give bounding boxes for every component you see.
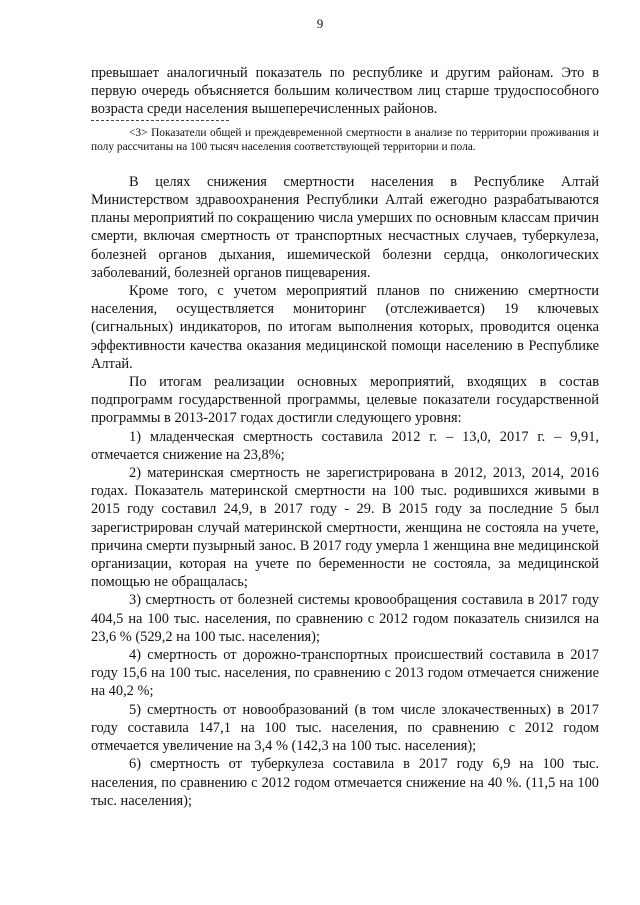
list-item-circulatory-mortality: 3) смертность от болезней системы кровообращения составила в 2017 году 404,5 на 100 тыс. населения, по сравнению с 2012 годом показатель снизился на 23,6 % (529,2 на 100 тыс. населения);: [91, 592, 599, 645]
continuation-paragraph: превышает аналогичный показатель по республике и другим районам. Это в первую очередь объясняется большим количеством лиц старше трудоспособного возраста среди населения вышеперечисленных районов.: [91, 65, 599, 118]
paragraph-mortality-plans: В целях снижения смертности населения в Республике Алтай Министерством здравоохранения Республики Алтай ежегодно разрабатываются планы мероприятий по сокращению числа умерших по основным классам причин смерти, включая смертность от транспортных несчастных случаев, туберкулеза, болезней органов дыхания, ишемической болезни сердца, онкологических заболеваний, болезней органов пищеварения.: [91, 173, 599, 281]
page-number: 9: [316, 16, 324, 31]
main-text: [91, 173, 599, 810]
list-item-infant-mortality: 1) младенческая смертность составила 2012 г. – 13,0, 2017 г. – 9,91, отмечается снижение на 23,8%;: [91, 428, 599, 463]
list-item-neoplasm-mortality: 5) смертность от новообразований (в том числе злокачественных) в 2017 году составила 147,1 на 100 тыс. населения, по сравнению с 2012 годом отмечается увеличение на 3,4 % (142,3 на 100 тыс. населения);: [91, 701, 599, 755]
page-content: [91, 64, 599, 810]
list-item-tuberculosis-mortality: 6) смертность от туберкулеза составила в 2017 году 6,9 на 100 тыс. населения, по сравнению с 2012 годом отмечается снижение на 40 %. (11,5 на 100 тыс. населения);: [91, 756, 599, 809]
list-item-maternal-mortality: 2) материнская смертность не зарегистрирована в 2012, 2013, 2014, 2016 годах. Показатель материнской смертности на 100 тыс. родившихся живыми в 2015 году составил 24,9, в 2017 году - 29. В 2015 году за последние 5 был зарегистрирован случай материнской смертности, женщина не состояла на учете, причина смерти пузырный занос. В 2017 году умерла 1 женщина вне медицинской организации, которая на учете по беременности не состояла, за медицинской помощью не обращалась;: [91, 465, 599, 591]
footnote-text: <3> Показатели общей и преждевременной смертности в анализе по территории проживания и полу рассчитаны на 100 тысяч населения соответствующей территории и пола.: [91, 126, 599, 154]
paragraph-monitoring: Кроме того, с учетом мероприятий планов по снижению смертности населения, осуществляется мониторинг (отслеживается) 19 ключевых (сигнальных) индикаторов, по итогам выполнения которых, проводится оценка эффективности качества оказания медицинской помощи населению в Республике Алтай.: [91, 283, 599, 372]
list-item-traffic-mortality: 4) смертность от дорожно-транспортных происшествий составила в 2017 году 15,6 на 100 тыс. населения, по сравнению с 2013 годом отмечается снижение на 40,2 %;: [91, 647, 599, 700]
footnote-separator: [91, 120, 229, 121]
paragraph-results-intro: По итогам реализации основных мероприятий, входящих в состав подпрограмм государственной программы, целевые показатели государственной программы в 2013-2017 годах достигли следующего уровня:: [91, 374, 599, 427]
